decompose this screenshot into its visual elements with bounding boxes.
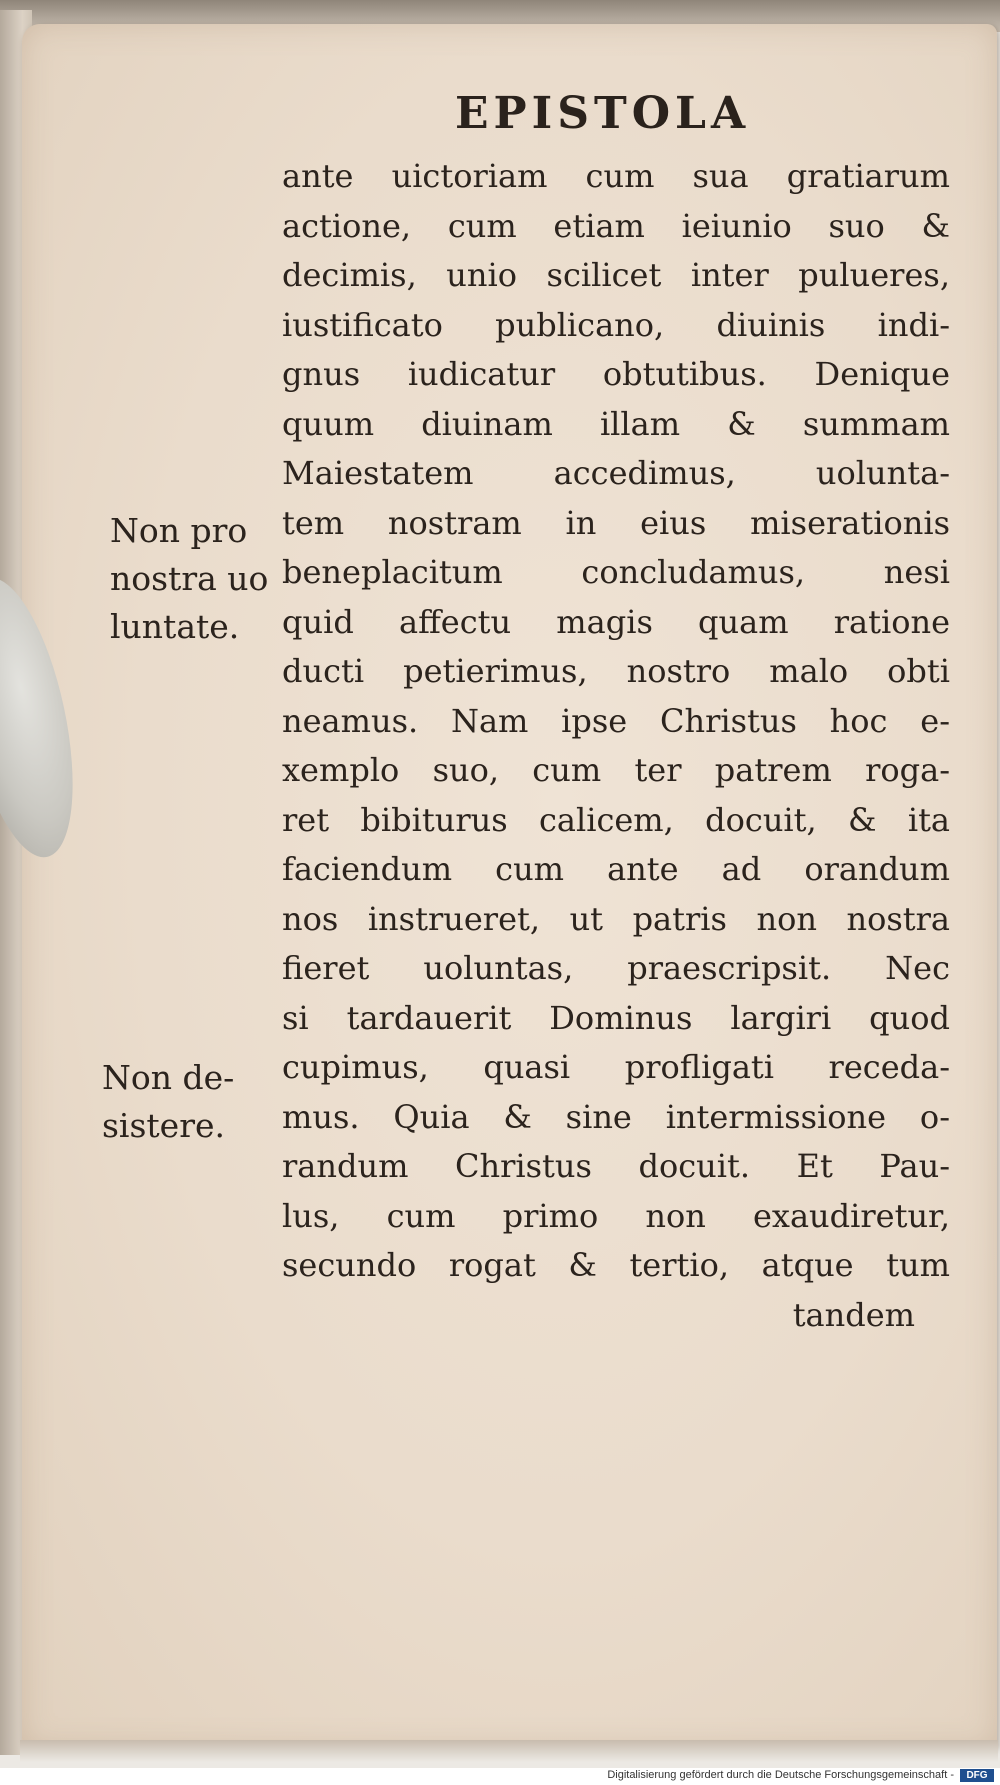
running-head: EPISTOLA [455,88,751,139]
text-line: beneplacitum concludamus, nesi [282,553,950,591]
text-line: mus. Quia & sine intermissione o- [282,1097,950,1136]
margin-note-line: sistere. [102,1106,226,1145]
text-line: actione, cum etiam ieiunio suo & [282,206,950,245]
text-line: xemplo suo, cum ter patrem roga- [282,751,950,789]
text-line: fieret uoluntas, praescripsit. Nec [282,949,950,987]
text-line: tem nostram in eius miserationis [282,503,950,542]
margin-note-line: luntate. [110,607,240,646]
margin-note-line: Non pro [110,511,248,550]
margin-note-non-pro-nostra [110,507,268,651]
text-line: cupimus, quasi profligati receda- [282,1048,950,1086]
text-line: nos instrueret, ut patris non nostra [282,899,950,938]
text-line: faciendum cum ante ad orandum [282,850,950,888]
text-line: neamus. Nam ipse Christus hoc e- [282,701,950,740]
text-line: ducti petierimus, nostro malo obti [282,652,950,690]
catchword: tandem [792,1295,915,1334]
margin-note-line: nostra uo [110,559,269,598]
text-line: quid affectu magis quam ratione [282,602,950,641]
text-line: gnus iudicatur obtutibus. Denique [282,355,950,393]
text-line: iustificato publicano, diuinis indi- [282,305,950,344]
funding-credit: Digitalisierung gefördert durch die Deutsche Forschungsgemeinschaft - [607,1769,954,1781]
text-line: ante uictoriam cum sua gratiarum [282,157,950,195]
margin-note-line: Non de- [102,1058,235,1097]
text-line: ret bibiturus calicem, docuit, & ita [282,800,950,839]
dfg-logo: DFG [960,1769,994,1782]
margin-note-non-desistere [102,1054,234,1150]
text-line: secundo rogat & tertio, atque tum [282,1246,950,1284]
text-line: Maiestatem accedimus, uolunta- [282,454,950,492]
text-line: randum Christus docuit. Et Pau- [282,1147,950,1185]
text-line: quum diuinam illam & summam [282,404,950,443]
page-bottom-edge [20,1740,998,1762]
text-line: si tardauerit Dominus largiri quod [282,998,950,1037]
text-line: lus, cum primo non exaudiretur, [282,1196,950,1235]
body-text [282,152,950,1340]
text-line: decimis, unio scilicet inter pulueres, [282,256,950,294]
